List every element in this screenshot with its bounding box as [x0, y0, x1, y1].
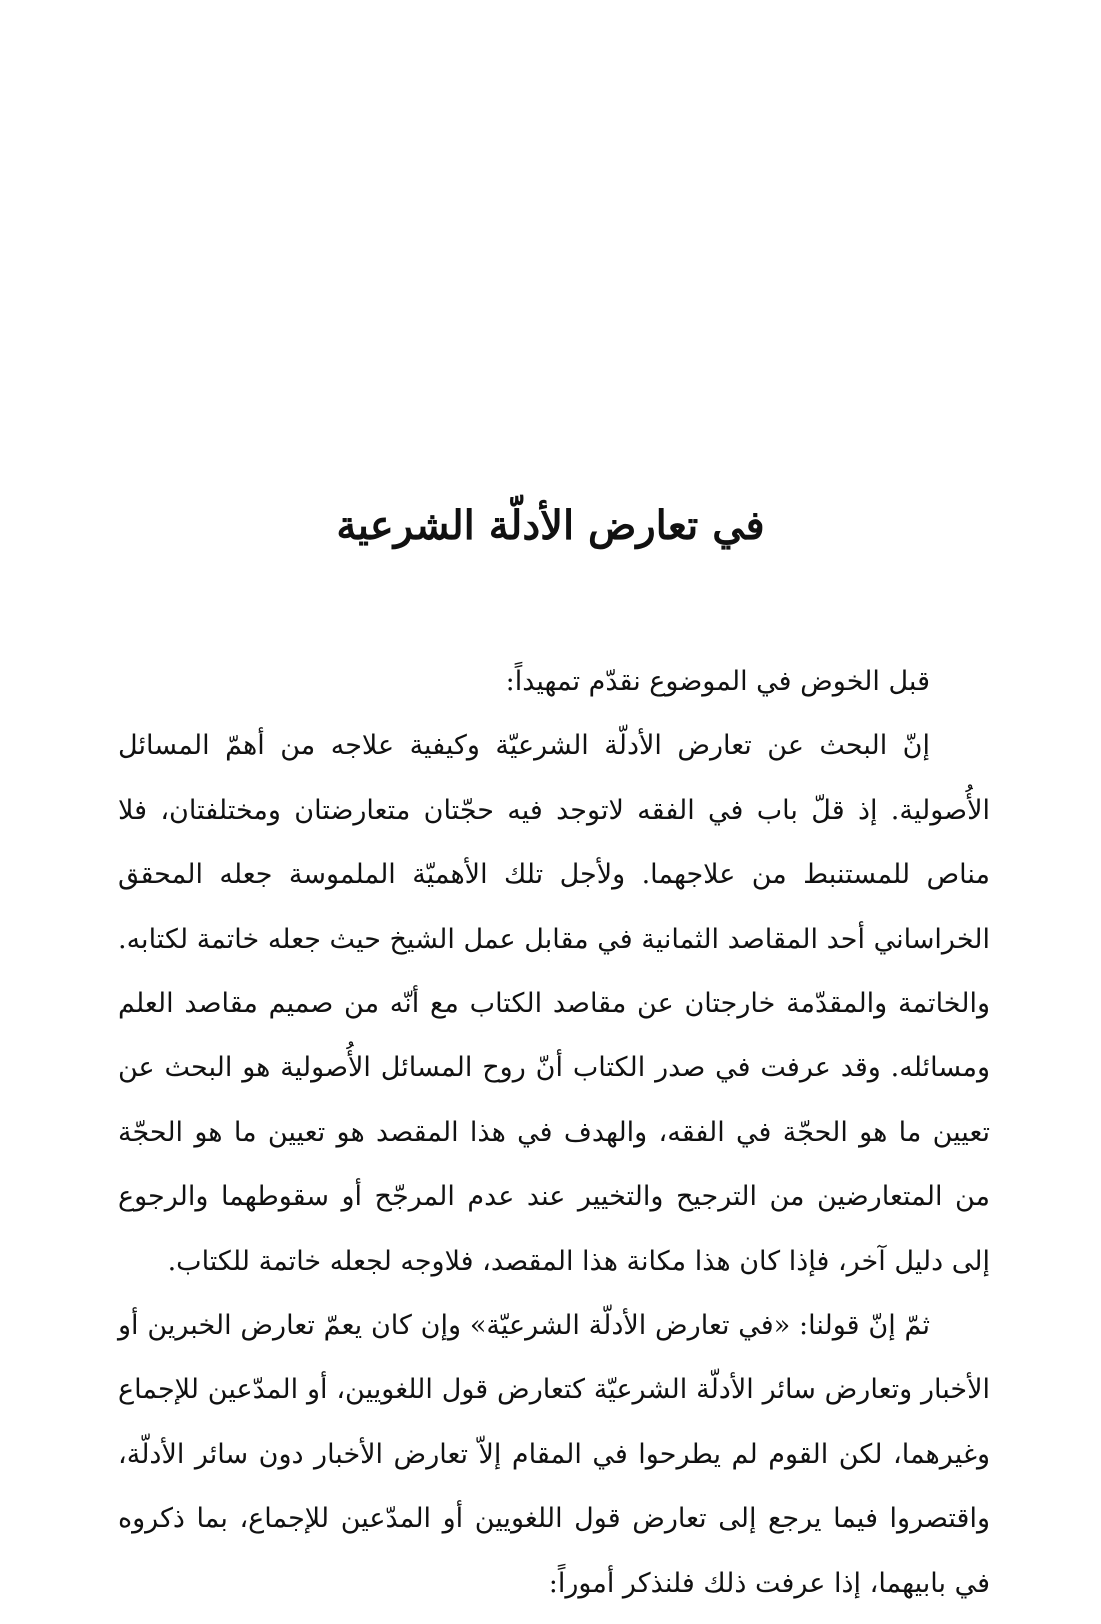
chapter-title: في تعارض الأدلّة الشرعية	[336, 502, 765, 549]
paragraph-importance: إنّ البحث عن تعارض الأدلّة الشرعيّة وكيفية علاجه من أهمّ المسائل الأُصولية. إذ قلّ باب في الفقه لاتوجد فيه حجّتان متعارضتان ومختلفتان، فلا مناص للمستنبط من علاجهما. ولأجل تلك الأهميّة الملموسة جعله المحقق الخراساني أحد المقاصد الثمانية في مقابل عمل الشيخ حيث جعله خاتمة لكتابه. والخاتمة والمقدّمة خارجتان عن مقاصد الكتاب مع أنّه من صميم مقاصد العلم ومسائله. وقد عرفت في صدر الكتاب أنّ روح المسائل الأُصولية هو البحث عن تعيين ما هو الحجّة في الفقه، والهدف في هذا المقصد هو تعيين ما هو الحجّة من المتعارضين من الترجيح والتخيير عند عدم المرجّح أو سقوطهما والرجوع إلى دليل آخر، فإذا كان هذا مكانة هذا المقصد، فلاوجه لجعله خاتمة للكتاب.	[118, 730, 990, 1277]
paragraph-intro: قبل الخوض في الموضوع نقدّم تمهيداً:	[505, 666, 930, 697]
paragraph-scope: ثمّ إنّ قولنا: «في تعارض الأدلّة الشرعيّة» وإن كان يعمّ تعارض الخبرين أو الأخبار وتعارض سائر الأدلّة الشرعيّة كتعارض قول اللغويين، أو المدّعين للإجماع وغيرهما، لكن القوم لم يطرحوا في المقام إلاّ تعارض الأخبار دون سائر الأدلّة، واقتصروا فيما يرجع إلى تعارض قول اللغويين أو المدّعين للإجماع، بما ذكروه في بابيهما، إذا عرفت ذلك فلنذكر أموراً:	[118, 1310, 990, 1599]
body-text	[118, 650, 990, 1616]
